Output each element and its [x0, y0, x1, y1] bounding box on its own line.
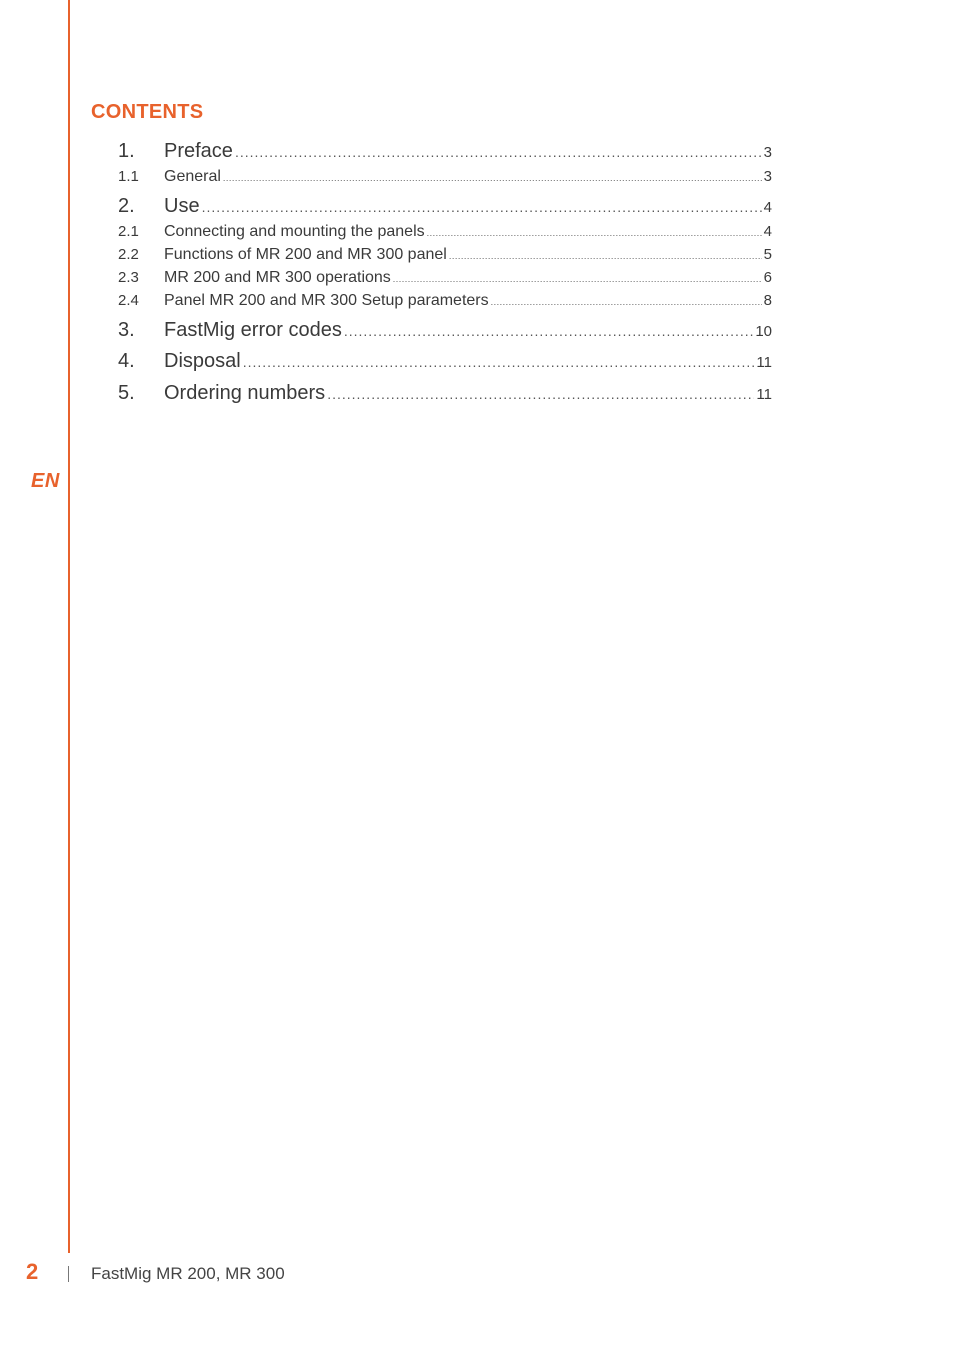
toc-entry-1[interactable]: [118, 140, 772, 163]
toc-entry-title: FastMig error codes: [164, 319, 342, 341]
toc-entry-number: 2.: [118, 195, 135, 217]
toc-entry-title: General: [164, 168, 221, 185]
toc-leader-dots: [393, 274, 762, 284]
toc-entry-2-4[interactable]: [118, 292, 772, 310]
toc-entry-page: 3: [763, 168, 772, 185]
toc-leader-dots: [327, 386, 754, 402]
toc-entry-page: 4: [763, 223, 772, 240]
toc-entry-page: 11: [756, 354, 772, 371]
toc-entry-title: Preface: [164, 140, 233, 162]
toc-leader-dots: [223, 173, 762, 183]
footer-document-title: FastMig MR 200, MR 300: [91, 1264, 285, 1283]
toc-entry-title: Functions of MR 200 and MR 300 panel: [164, 246, 447, 263]
toc-entry-5[interactable]: [118, 382, 772, 405]
toc-entry-title: Disposal: [164, 350, 241, 372]
toc-entry-2-2[interactable]: [118, 246, 772, 264]
toc-entry-number: 2.1: [118, 223, 139, 240]
toc-entry-2[interactable]: [118, 195, 772, 218]
toc-entry-number: 2.4: [118, 292, 139, 309]
toc-leader-dots: [344, 323, 753, 339]
toc-entry-page: 4: [763, 199, 772, 216]
toc-leader-dots: [449, 251, 762, 261]
contents-heading: CONTENTS: [91, 101, 204, 123]
toc-entry-number: 1.: [118, 140, 135, 162]
toc-leader-dots: [491, 297, 762, 307]
toc-leader-dots: [235, 144, 762, 160]
toc-entry-number: 4.: [118, 350, 135, 372]
margin-rule: [68, 0, 70, 1253]
toc-entry-number: 3.: [118, 319, 135, 341]
toc-entry-title: MR 200 and MR 300 operations: [164, 269, 391, 286]
toc-entry-4[interactable]: [118, 350, 772, 373]
toc-leader-dots: [427, 228, 762, 238]
toc-entry-page: 6: [763, 269, 772, 286]
toc-entry-title: Panel MR 200 and MR 300 Setup parameters: [164, 292, 489, 309]
toc-entry-title: Use: [164, 195, 200, 217]
page-number: 2: [26, 1259, 39, 1284]
toc-entry-number: 5.: [118, 382, 135, 404]
toc-entry-page: 10: [755, 323, 772, 340]
footer-divider: [68, 1266, 69, 1282]
toc-entry-number: 1.1: [118, 168, 139, 185]
toc-leader-dots: [243, 354, 755, 370]
toc-entry-number: 2.3: [118, 269, 139, 286]
toc-entry-3[interactable]: [118, 319, 772, 342]
toc-entry-page: 3: [763, 144, 772, 161]
toc-entry-page: 11: [756, 386, 772, 403]
language-tag: EN: [31, 470, 60, 492]
toc-entry-2-1[interactable]: [118, 223, 772, 241]
toc-entry-2-3[interactable]: [118, 269, 772, 287]
toc-entry-title: Connecting and mounting the panels: [164, 223, 425, 240]
toc-entry-1-1[interactable]: [118, 168, 772, 186]
toc-entry-title: Ordering numbers: [164, 382, 326, 404]
toc-entry-page: 5: [763, 246, 772, 263]
toc-entry-page: 8: [763, 292, 772, 309]
toc-entry-number: 2.2: [118, 246, 139, 263]
toc-leader-dots: [202, 199, 762, 215]
